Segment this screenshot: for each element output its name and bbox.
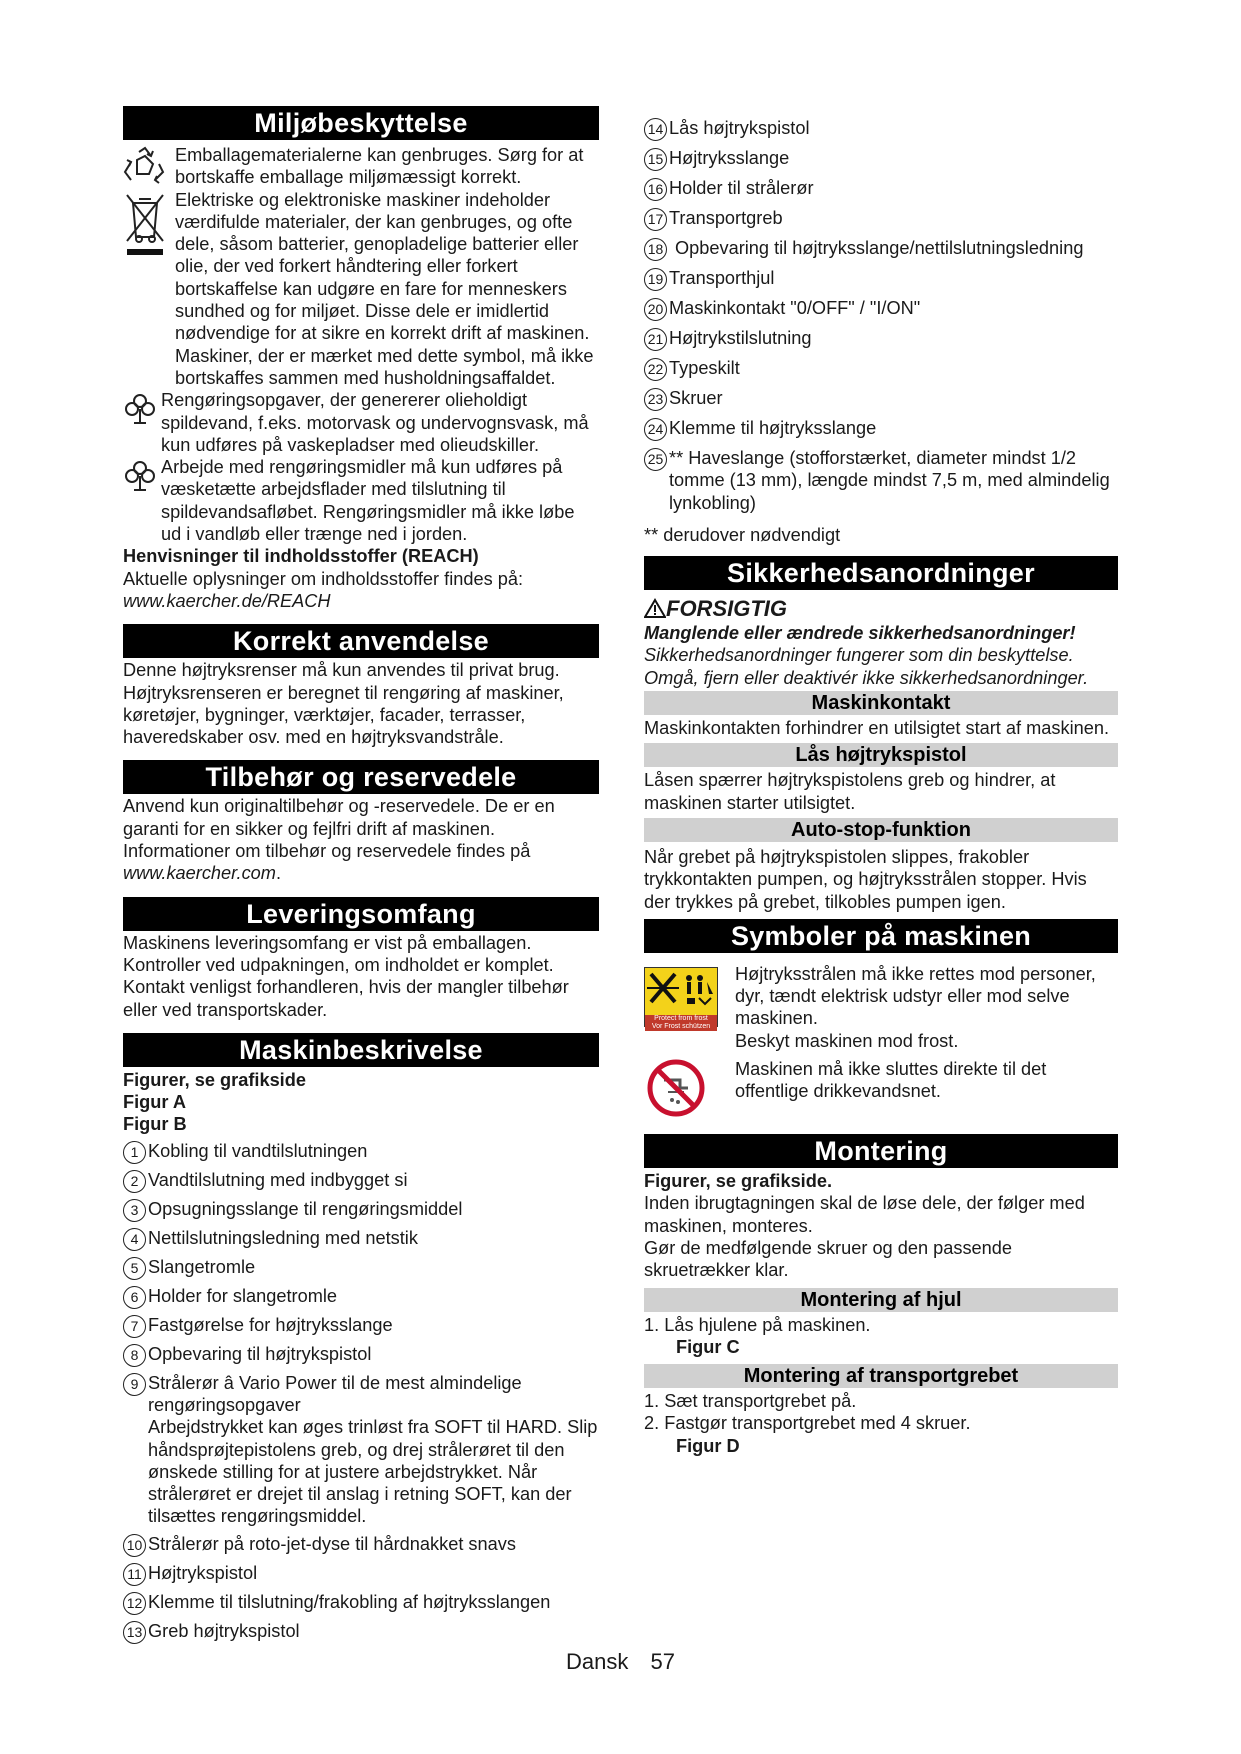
montering-figure-reference: Figurer, se grafikside. [644, 1171, 833, 1192]
no-spraying-people-icon [645, 968, 717, 1010]
environment-care-icon [123, 391, 157, 425]
item-number: 23 [644, 388, 667, 411]
left-column [123, 106, 599, 1649]
item-number: 15 [644, 148, 667, 171]
list-item [644, 207, 1118, 231]
recycling-text: Emballagematerialerne kan genbruges. Sørg for at bortskaffe emballage miljømæssigt korrekt. [175, 145, 584, 188]
tilbehor-dot: . [275, 863, 282, 884]
list-item [644, 387, 1118, 411]
weee-paragraph [123, 189, 599, 390]
oil-water-paragraph [123, 389, 599, 456]
item-number: 5 [123, 1257, 146, 1280]
item-number: 11 [123, 1563, 146, 1586]
item-label: Typeskilt [669, 358, 740, 378]
item-number: 6 [123, 1286, 146, 1309]
item-number: 1 [123, 1141, 146, 1164]
section-heading-montering: Montering [644, 1134, 1118, 1168]
hjul-step: 1. Lås hjulene på maskinen. [644, 1314, 871, 1335]
list-item [123, 1256, 599, 1280]
symbol-frost-text: Beskyt maskinen mod frost. [735, 1030, 959, 1051]
item-label: Skruer [669, 388, 723, 408]
item-number: 17 [644, 208, 667, 231]
item-label: Højtrykspistol [148, 1562, 258, 1583]
item-label: ** Haveslange (stofforstærket, diameter mindst 1/2 tomme (13 mm), længde mindst 7,5 m, med almindelig lynkobling) [669, 448, 1110, 513]
item-label: Slangetromle [148, 1256, 256, 1277]
list-item [123, 1169, 599, 1193]
auto-stop-text: Når grebet på højtrykspistolen slippes, frakobler trykkontakten pumpen, og højtryksstrålen stopper. Hvis der trykkes på grebet, tilkobles pumpen igen. [644, 846, 1087, 912]
item-number: 21 [644, 328, 667, 351]
subheading-transportgreb: Montering af transportgrebet [644, 1364, 1118, 1388]
list-item [644, 357, 1118, 381]
item-label: Strålerør â Vario Power til de mest almindelige rengøringsopgaver [148, 1372, 522, 1415]
item-number: 19 [644, 268, 667, 291]
maskinkontakt-text: Maskinkontakten forhindrer en utilsigtet start af maskinen. [644, 718, 1110, 739]
hjul-figure: Figur C [676, 1336, 740, 1357]
list-item [644, 117, 1118, 141]
frost-label-en: Protect from frost [654, 1015, 708, 1023]
detergent-text: Arbejde med rengøringsmidler må kun udføres på væsketætte arbejdsflader med tilslutning til spildevandsafløbet. Rengøringsmidler må ikke løbe ud i vandløb eller trænge ned i jorden. [161, 457, 575, 545]
list-item [644, 147, 1118, 171]
item-number: 2 [123, 1170, 146, 1193]
parts-list-right [644, 117, 1118, 514]
page-footer [0, 1649, 1241, 1675]
item-number: 4 [123, 1228, 146, 1251]
item-number: 24 [644, 418, 667, 441]
recycling-paragraph [123, 144, 599, 189]
item-label: Nettilslutningsledning med netstik [148, 1227, 418, 1248]
transport-step-2: 2. Fastgør transportgrebet med 4 skruer. [644, 1413, 971, 1434]
item-number: 25 [644, 448, 667, 471]
list-item [123, 1140, 599, 1164]
list-item [123, 1198, 599, 1222]
page-number: 57 [650, 1649, 675, 1674]
weee-text: Elektriske og elektroniske maskiner indeholder værdifulde materialer, der kan genbruges, og ofte dele, såsom batterier, genopladelige batterier eller olie, der ved forkert håndtering eller forkert bortskaffelse kan udgøre en fare for menneskers sundhed og for miljøet. Disse dele er imidlertid nødvendige for at sikre en korrekt drift af maskinen. Maskiner, der er mærket med dette symbol, må ikke bortskaffes sammen med husholdningsaffaldet. [175, 189, 594, 388]
item-extra-text: Arbejdstrykket kan øges trinløst fra SOFT til HARD. Slip håndsprøjtepistolens greb, og drej strålerøret til den ønskede stilling for at justere arbejdstrykket. Når strålerøret er drejet til anslag i retning SOFT, kan der tilsættes rengøringsmiddel. [148, 1417, 598, 1527]
item-label: Højtryksslange [669, 148, 790, 168]
item-number: 12 [123, 1592, 146, 1615]
figure-reference: Figurer, se grafikside [123, 1069, 306, 1090]
item-label: Opbevaring til højtryksslange/nettilslutningsledning [675, 238, 1084, 258]
crossed-bin-icon [123, 191, 167, 257]
figure-b-label: Figur B [123, 1114, 187, 1135]
list-item [644, 447, 1118, 514]
subheading-auto-stop: Auto-stop-funktion [644, 818, 1118, 842]
environment-care-icon-2 [123, 458, 157, 492]
montering-p2: Gør de medfølgende skruer og den passende skruetrækker klar. [644, 1237, 1013, 1281]
footnote: ** derudover nødvendigt [644, 524, 841, 545]
section-heading-tilbehor: Tilbehør og reservedele [123, 760, 599, 794]
item-label: Transporthjul [669, 268, 775, 288]
section-heading-symboler: Symboler på maskinen [644, 919, 1118, 953]
item-label: Transportgreb [669, 208, 783, 228]
list-item [123, 1620, 599, 1644]
tilbehor-paragraph [123, 795, 599, 884]
detergent-paragraph [123, 456, 599, 545]
warning-triangle-icon [644, 598, 666, 618]
item-label: Vandtilslutning med indbygget si [148, 1169, 408, 1190]
section-heading-levering: Leveringsomfang [123, 897, 599, 931]
section-heading-korrekt: Korrekt anvendelse [123, 624, 599, 658]
section-heading-sikkerhed: Sikkerhedsanordninger [644, 556, 1118, 590]
item-label: Greb højtrykspistol [148, 1620, 300, 1641]
warning-text: Sikkerhedsanordninger fungerer som din beskyttelse. Omgå, fjern eller deaktivér ikke sikkerhedsanordninger. [644, 645, 1089, 688]
list-item [644, 417, 1118, 441]
warning-label-sticker [644, 967, 718, 1031]
list-item [644, 297, 1118, 321]
tilbehor-text: Anvend kun originaltilbehør og -reservedele. De er en garanti for en sikker og fejlfri drift af maskinen. Informationer om tilbehør og reservedele findes på [123, 796, 555, 862]
right-column [644, 117, 1118, 1457]
list-item [644, 327, 1118, 351]
item-number: 22 [644, 358, 667, 381]
item-label-group [148, 1372, 599, 1528]
list-item [123, 1372, 599, 1528]
frost-label [645, 1015, 717, 1031]
item-label: Lås højtrykspistol [669, 118, 810, 138]
list-item [644, 267, 1118, 291]
symbol-row-drinkwater [644, 1058, 1118, 1126]
subheading-laas: Lås højtrykspistol [644, 743, 1118, 767]
montering-p1: Inden ibrugtagningen skal de løse dele, der følger med maskinen, monteres. [644, 1193, 1085, 1236]
item-label: Klemme til tilslutning/frakobling af højtryksslangen [148, 1591, 551, 1612]
laas-text: Låsen spærrer højtrykspistolens greb og hindrer, at maskinen starter utilsigtet. [644, 770, 1056, 813]
warning-label-text: FORSIGTIG [666, 596, 787, 622]
list-item [123, 1533, 599, 1557]
section-heading-miljo: Miljøbeskyttelse [123, 106, 599, 140]
list-item [123, 1562, 599, 1586]
subheading-hjul: Montering af hjul [644, 1288, 1118, 1312]
item-label: Fastgørelse for højtryksslange [148, 1314, 393, 1335]
item-label: Holder til strålerør [669, 178, 814, 198]
list-item [644, 237, 1118, 261]
recycling-icon [123, 146, 167, 186]
item-number: 3 [123, 1199, 146, 1222]
item-number: 13 [123, 1621, 146, 1644]
item-label: Opsugningsslange til rengøringsmiddel [148, 1198, 463, 1219]
item-label: Maskinkontakt "0/OFF" / "I/ON" [669, 298, 921, 318]
reach-link[interactable]: www.kaercher.de/REACH [123, 590, 331, 611]
section-heading-beskrivelse: Maskinbeskrivelse [123, 1033, 599, 1067]
reach-text: Aktuelle oplysninger om indholdsstoffer findes på: [123, 568, 524, 589]
warning-bold: Manglende eller ændrede sikkerhedsanordninger! [644, 623, 1076, 644]
warning-label [644, 596, 1118, 622]
figure-a-label: Figur A [123, 1092, 186, 1113]
item-label: Klemme til højtryksslange [669, 418, 877, 438]
list-item [123, 1591, 599, 1615]
list-item [644, 177, 1118, 201]
tilbehor-link[interactable]: www.kaercher.com [123, 863, 276, 884]
list-item [123, 1314, 599, 1338]
item-label: Højtrykstilslutning [669, 328, 812, 348]
footer-language: Dansk [566, 1649, 629, 1674]
item-number: 14 [644, 118, 667, 141]
list-item [123, 1343, 599, 1367]
parts-list-left [123, 1140, 599, 1644]
item-label: Opbevaring til højtrykspistol [148, 1343, 372, 1364]
item-number: 10 [123, 1534, 146, 1557]
list-item [123, 1285, 599, 1309]
item-label: Holder for slangetromle [148, 1285, 338, 1306]
levering-text: Maskinens leveringsomfang er vist på emballagen. Kontroller ved udpakningen, om indholdet er komplet. Kontakt venligst forhandleren, hvis der mangler tilbehør eller ved transportskader. [123, 932, 569, 1020]
reach-title: Henvisninger til indholdsstoffer (REACH) [123, 546, 479, 567]
transport-step-1: 1. Sæt transportgrebet på. [644, 1391, 857, 1412]
symbol-row-jet [644, 963, 1118, 1052]
transport-figure: Figur D [676, 1435, 740, 1456]
item-number: 8 [123, 1344, 146, 1367]
symbol-drinkwater-text: Maskinen må ikke sluttes direkte til det offentlige drikkevandsnet. [735, 1059, 1047, 1102]
korrekt-text: Denne højtryksrenser må kun anvendes til privat brug. Højtryksrenseren er beregnet til rengøring af maskiner, køretøjer, bygninger, værktøjer, facader, terrasser, haveredskaber osv. med en højtryksvandstråle. [123, 660, 564, 748]
frost-label-de: Vor Frost schützen [651, 1023, 711, 1031]
item-number: 20 [644, 298, 667, 321]
item-label: Strålerør på roto-jet-dyse til hårdnakket snavs [148, 1533, 516, 1554]
item-number: 7 [123, 1315, 146, 1338]
list-item [123, 1227, 599, 1251]
item-number: 9 [123, 1373, 146, 1396]
item-number: 16 [644, 178, 667, 201]
oil-water-text: Rengøringsopgaver, der genererer olieholdigt spildevand, f.eks. motorvask og undervognsvask, må kun udføres på vaskepladser med olieudskiller. [161, 390, 589, 455]
subheading-maskinkontakt: Maskinkontakt [644, 691, 1118, 715]
item-label: Kobling til vandtilslutningen [148, 1140, 368, 1161]
item-number: 18 [644, 238, 667, 261]
no-drinking-water-connection-icon [646, 1058, 706, 1118]
symbol-jet-text: Højtryksstrålen må ikke rettes mod personer, dyr, tændt elektrisk udstyr eller mod selve maskinen. [735, 963, 1096, 1029]
